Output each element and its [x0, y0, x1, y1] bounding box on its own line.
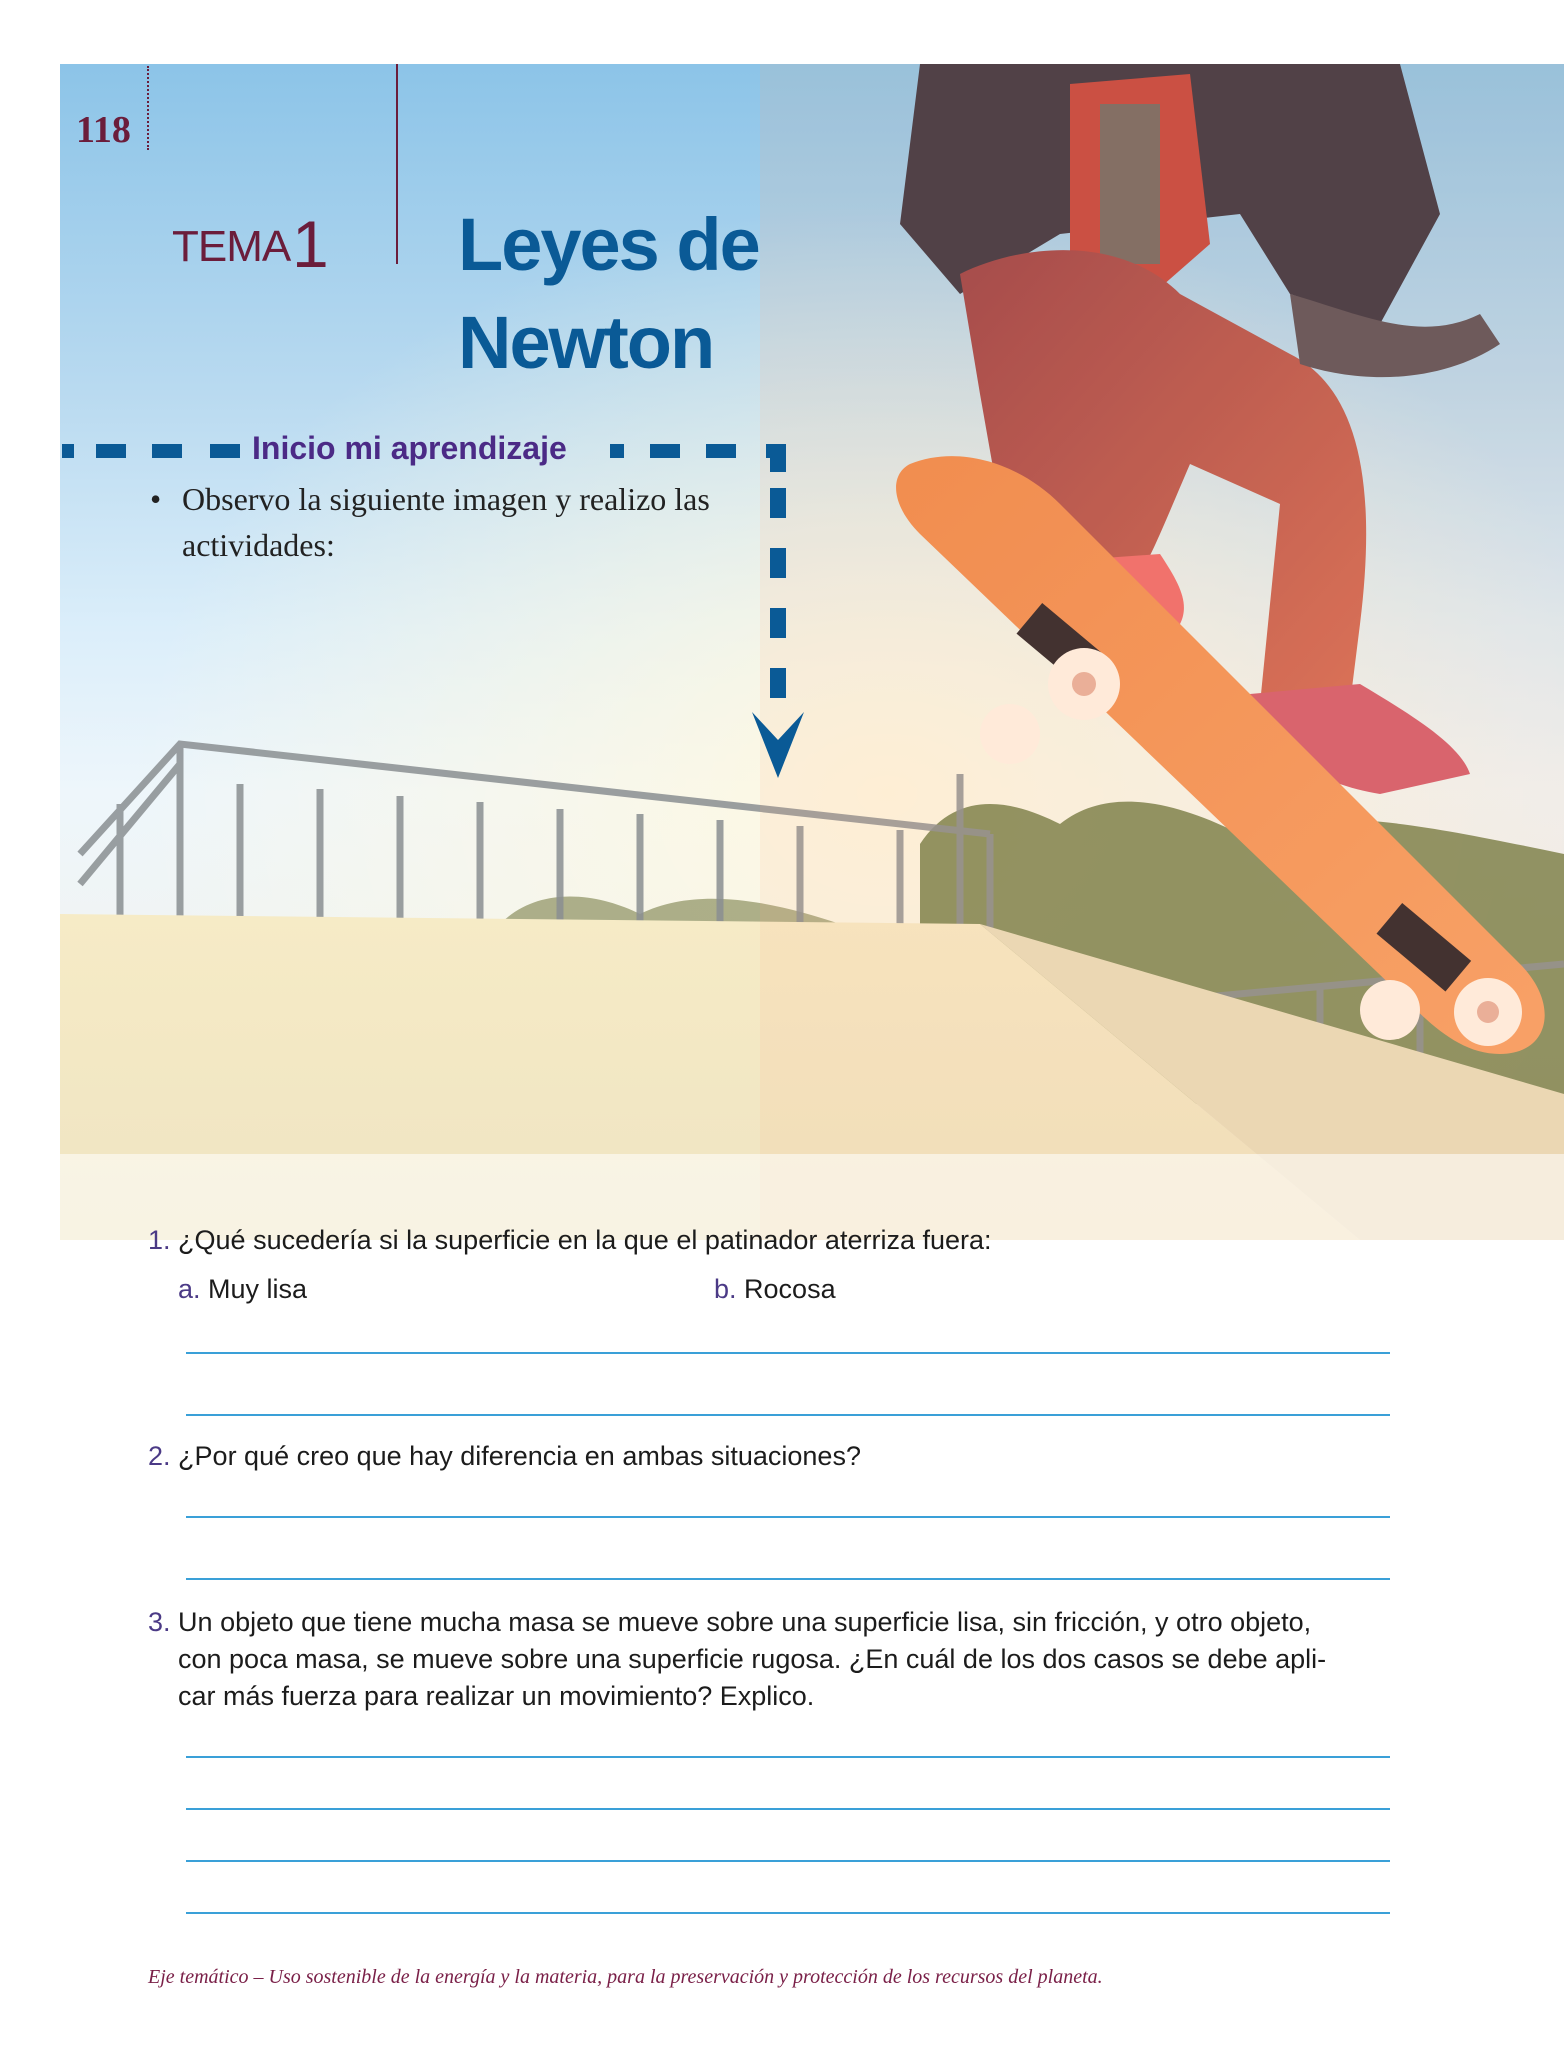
answer-line[interactable]	[186, 1912, 1390, 1914]
answer-line[interactable]	[186, 1808, 1390, 1810]
tema-number: 1	[292, 207, 329, 281]
question-text-line: car más fuerza para realizar un movimiento? Explico.	[178, 1681, 815, 1711]
bullet-icon: •	[150, 481, 162, 517]
chapter-title-line: Leyes de	[458, 203, 759, 286]
question-text-line: Un objeto que tiene mucha masa se mueve sobre una superficie lisa, sin fricción, y otro objeto,	[178, 1607, 1312, 1637]
title-divider	[396, 64, 398, 264]
question-text: ¿Qué sucedería si la superficie en la que el patinador aterriza fuera:	[178, 1225, 992, 1255]
answer-line[interactable]	[186, 1516, 1390, 1518]
question-number: 1.	[148, 1225, 171, 1255]
question-number: 3.	[148, 1607, 171, 1637]
question-3	[148, 1604, 1398, 1715]
instruction	[150, 476, 770, 568]
answer-line[interactable]	[186, 1756, 1390, 1758]
instruction-text: Observo la siguiente imagen y realizo las actividades:	[182, 481, 710, 563]
option-text: Muy lisa	[208, 1274, 308, 1304]
answer-line[interactable]	[186, 1414, 1390, 1416]
option-letter: b.	[714, 1274, 737, 1304]
footer-axis-note: Eje temático – Uso sostenible de la energía y la materia, para la preservación y protección de los recursos del planeta.	[148, 1966, 1103, 1988]
question-1-option-a	[178, 1274, 307, 1305]
question-1-option-b	[714, 1274, 836, 1305]
page-number-divider	[147, 66, 149, 150]
question-number: 2.	[148, 1441, 171, 1471]
question-1	[148, 1222, 992, 1259]
tema-label: TEMA	[172, 222, 291, 271]
option-text: Rocosa	[744, 1274, 836, 1304]
answer-line[interactable]	[186, 1578, 1390, 1580]
section-heading: Inicio mi aprendizaje	[252, 430, 567, 466]
answer-line[interactable]	[186, 1860, 1390, 1862]
question-text-line: con poca masa, se mueve sobre una superficie rugosa. ¿En cuál de los dos casos se debe apli-	[178, 1644, 1327, 1674]
chapter-title-line: Newton	[458, 301, 714, 384]
option-letter: a.	[178, 1274, 201, 1304]
question-text: ¿Por qué creo que hay diferencia en ambas situaciones?	[178, 1441, 861, 1471]
page-number: 118	[76, 109, 131, 151]
chapter-title	[458, 196, 878, 392]
question-2	[148, 1438, 861, 1475]
answer-line[interactable]	[186, 1352, 1390, 1354]
